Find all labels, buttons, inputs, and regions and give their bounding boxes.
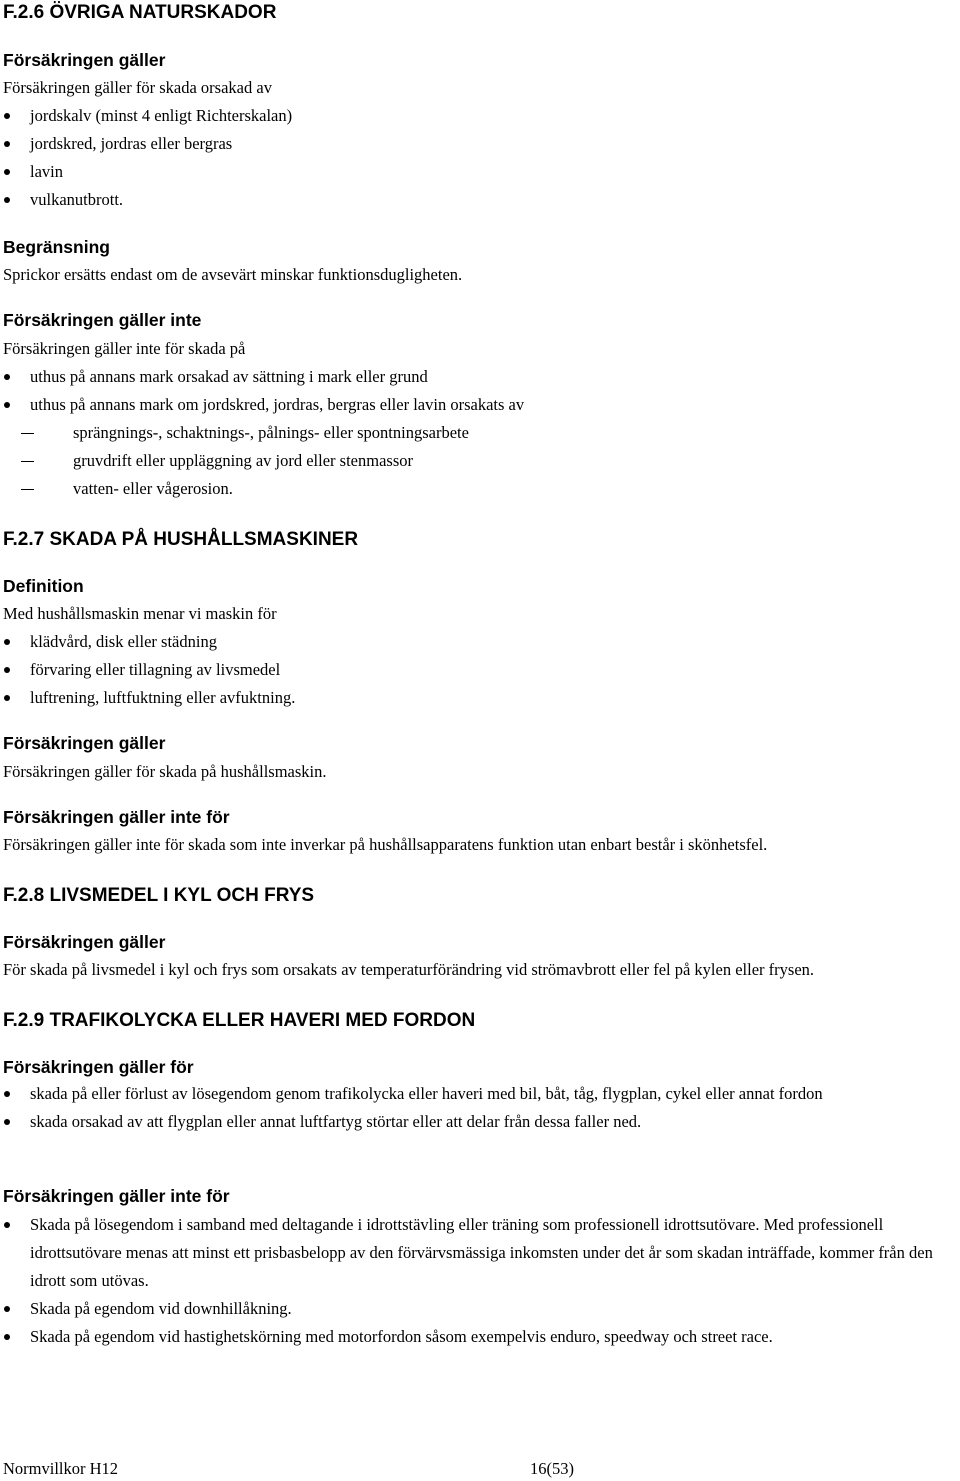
list-item: skada på eller förlust av lösegendom genom trafikolycka eller haveri med bil, båt, tåg, flygplan, cykel eller annat fordon <box>3 1080 948 1108</box>
footer-page-number: 16(53) <box>530 1459 574 1478</box>
list-item: uthus på annans mark om jordskred, jordras, bergras eller lavin orsakats av <box>3 391 953 419</box>
paragraph-intro: Med hushållsmaskin menar vi maskin för <box>3 604 277 623</box>
list-item: förvaring eller tillagning av livsmedel <box>3 656 953 684</box>
dash-list-item: vatten- eller vågerosion. <box>3 475 953 503</box>
list-item: uthus på annans mark orsakad av sättning i mark eller grund <box>3 363 953 391</box>
list-item: skada orsakad av att flygplan eller annat luftfartyg störtar eller att delar från dessa faller ned. <box>3 1108 948 1136</box>
section-heading-f28: F.2.8 LIVSMEDEL I KYL OCH FRYS <box>3 885 315 906</box>
subheading-inte-for: Försäkringen gäller inte för <box>3 1186 230 1206</box>
list-item: Skada på egendom vid hastighetskörning med motorfordon såsom exempelvis enduro, speedway och street race. <box>3 1323 953 1351</box>
paragraph-intro: Försäkringen gäller inte för skada på <box>3 339 246 358</box>
list-item: vulkanutbrott. <box>3 186 953 214</box>
subheading-definition: Definition <box>3 576 84 596</box>
bullet-list <box>3 102 953 214</box>
list-item: luftrening, luftfuktning eller avfuktning. <box>3 684 953 712</box>
subheading-inte: Försäkringen gäller inte <box>3 310 202 330</box>
subheading-galler: Försäkringen gäller <box>3 50 166 70</box>
subheading-begransning: Begränsning <box>3 237 110 257</box>
list-item: jordskred, jordras eller bergras <box>3 130 953 158</box>
paragraph-begransning: Sprickor ersätts endast om de avsevärt minskar funktionsdugligheten. <box>3 265 463 284</box>
list-item: Skada på lösegendom i samband med deltagande i idrottstävling eller träning som professionell idrottsutövare. Med professionell idrottsutövare menas att minst ett prisbasbelopp av den förvärvsmässiga inkomsten under det år som skadan inträffade, kommer från den idrott som utövas. <box>3 1211 953 1295</box>
section-heading-f26: F.2.6 ÖVRIGA NATURSKADOR <box>3 2 277 23</box>
section-heading-f27: F.2.7 SKADA PÅ HUSHÅLLSMASKINER <box>3 529 359 550</box>
bullet-list <box>3 363 953 503</box>
subheading-inte-for: Försäkringen gäller inte för <box>3 807 230 827</box>
dash-list-item: sprängnings-, schaktnings-, pålnings- eller spontningsarbete <box>3 419 953 447</box>
list-item: jordskalv (minst 4 enligt Richterskalan) <box>3 102 953 130</box>
dash-list-item: gruvdrift eller uppläggning av jord eller stenmassor <box>3 447 953 475</box>
list-item: lavin <box>3 158 953 186</box>
bullet-list <box>3 1211 953 1351</box>
bullet-list <box>3 1080 948 1136</box>
subheading-galler: Försäkringen gäller <box>3 932 166 952</box>
footer-document-name: Normvillkor H12 <box>3 1459 119 1478</box>
subheading-galler-for: Försäkringen gäller för <box>3 1057 194 1077</box>
paragraph-inte-for: Försäkringen gäller inte för skada som inte inverkar på hushållsapparatens funktion utan enbart består i skönhetsfel. <box>3 835 768 854</box>
paragraph-galler: Försäkringen gäller för skada på hushållsmaskin. <box>3 762 327 781</box>
list-item: klädvård, disk eller städning <box>3 628 953 656</box>
section-heading-f29: F.2.9 TRAFIKOLYCKA ELLER HAVERI MED FORDON <box>3 1010 476 1031</box>
subheading-galler: Försäkringen gäller <box>3 733 166 753</box>
list-item: Skada på egendom vid downhillåkning. <box>3 1295 953 1323</box>
bullet-list <box>3 628 953 712</box>
paragraph-galler: För skada på livsmedel i kyl och frys som orsakats av temperaturförändring vid strömavbrott eller fel på kylen eller frysen. <box>3 960 815 979</box>
paragraph-intro: Försäkringen gäller för skada orsakad av <box>3 78 272 97</box>
